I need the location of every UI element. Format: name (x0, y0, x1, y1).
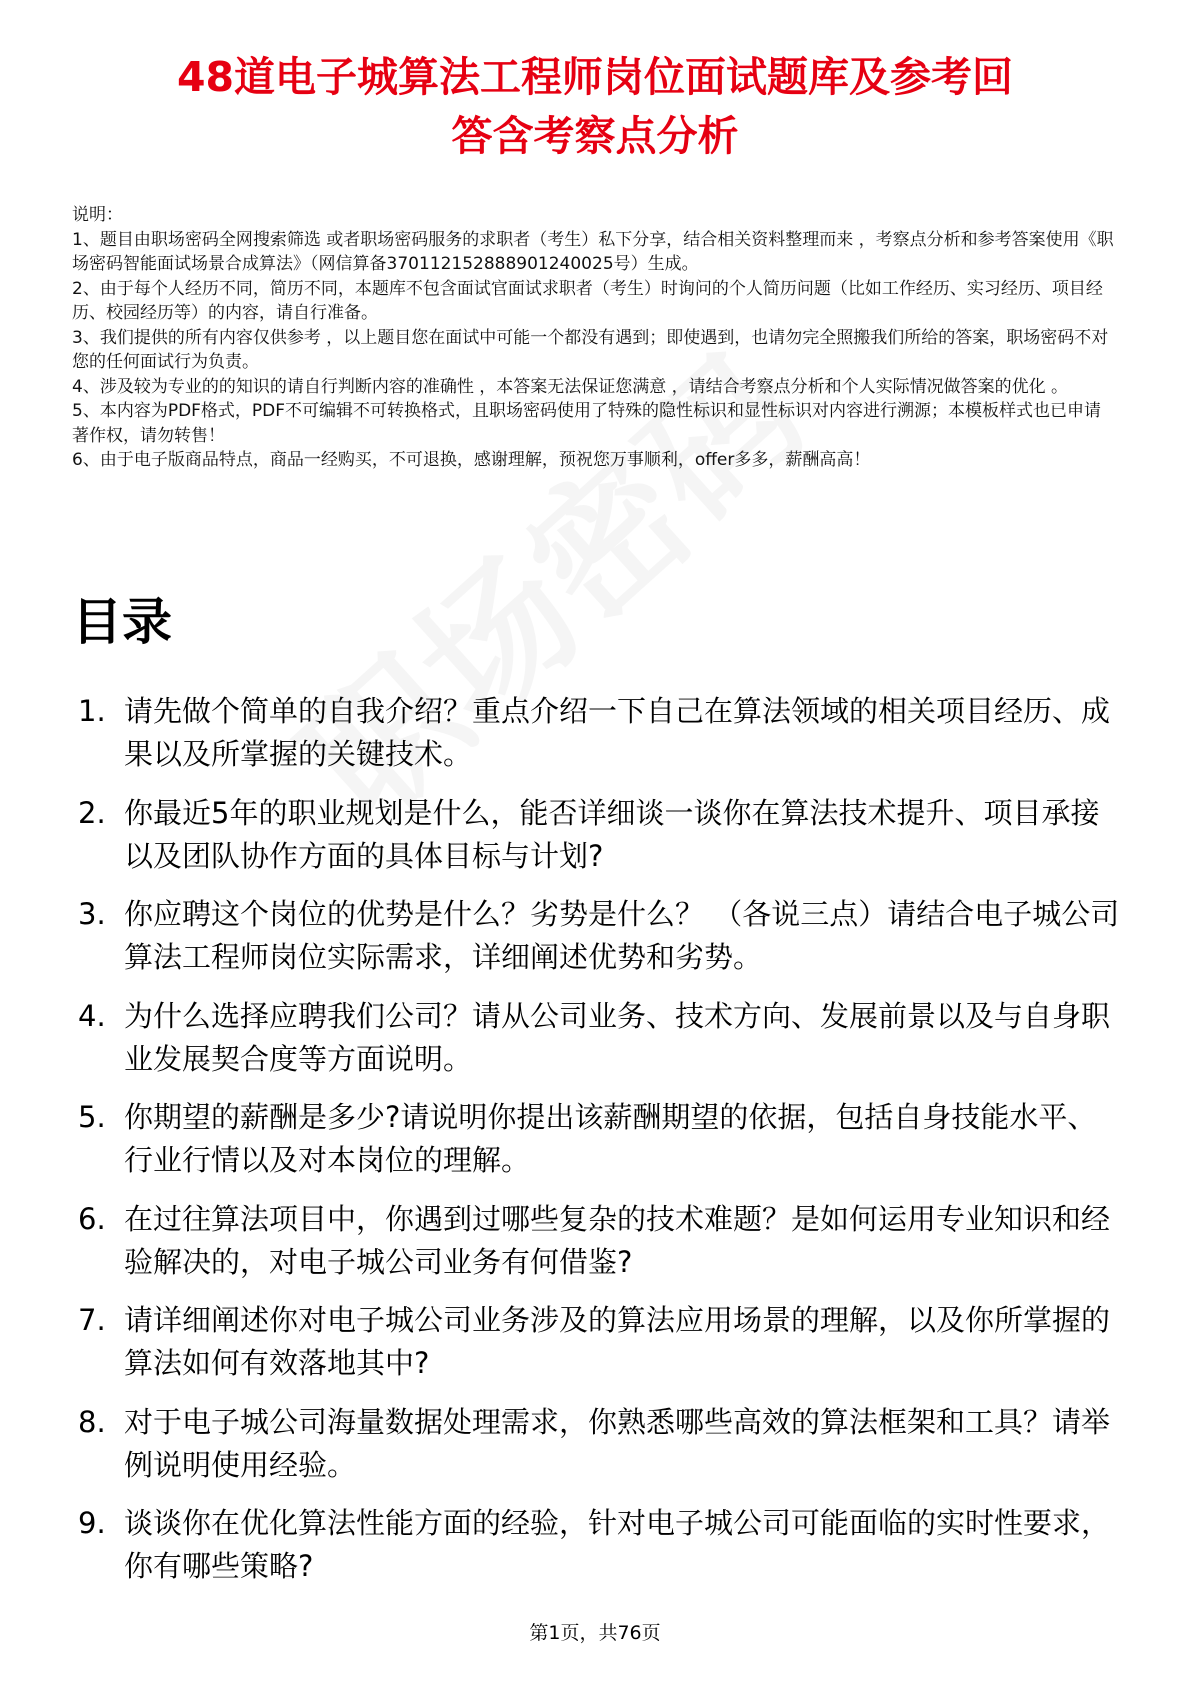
toc-item-number: 1. (78, 694, 106, 728)
note-item: 6、由于电子版商品特点，商品一经购买，不可退换，感谢理解，预祝您万事顺利，offer多多，薪酬高高！ (72, 450, 871, 470)
note-item: 3、我们提供的所有内容仅供参考 ，以上题目您在面试中可能一个都没有遇到；即使遇到，也请勿完全照搬我们所给的答案，职场密码不对您的任何面试行为负责。 (72, 327, 1109, 372)
toc-item-text: 你期望的薪酬是多少?请说明你提出该薪酬期望的依据，包括自身技能水平、行业行情以及对本岗位的理解。 (124, 1100, 1097, 1177)
toc-list (72, 690, 1122, 1604)
toc-item[interactable] (72, 1198, 1122, 1284)
toc-item-text: 请先做个简单的自我介绍？重点介绍一下自己在算法领域的相关项目经历、成果以及所掌握的关键技术。 (124, 694, 1111, 771)
notes-heading: 说明： (72, 205, 123, 225)
document-title (70, 48, 1120, 166)
title-line-1: 48道电子城算法工程师岗位面试题库及参考回 (176, 53, 1014, 101)
toc-item-number: 4. (78, 998, 106, 1033)
toc-item[interactable] (72, 1401, 1122, 1487)
note-item: 1、题目由职场密码全网搜索筛选 或者职场密码服务的求职者（考生）私下分享，结合相关资料整理而来 ，考察点分析和参考答案使用《职场密码智能面试场景合成算法》（网信算备370112152888901240025号）生成。 (72, 229, 1114, 274)
toc-item-number: 8. (78, 1404, 106, 1439)
toc-item-text: 为什么选择应聘我们公司？请从公司业务、技术方向、发展前景以及与自身职业发展契合度等方面说明。 (124, 998, 1111, 1076)
toc-item[interactable] (72, 690, 1122, 776)
toc-item-number: 6. (78, 1201, 106, 1236)
toc-item-number: 2. (78, 795, 106, 830)
toc-item-text: 在过往算法项目中，你遇到过哪些复杂的技术难题？是如何运用专业知识和经验解决的，对电子城公司业务有何借鉴? (124, 1201, 1111, 1279)
note-item: 4、涉及较为专业的的知识的请自行判断内容的准确性 ，本答案无法保证您满意 ，请结合考察点分析和个人实际情况做答案的优化 。 (72, 376, 1069, 397)
toc-item[interactable] (72, 995, 1122, 1081)
toc-item-text: 谈谈你在优化算法性能方面的经验，针对电子城公司可能面临的实时性要求，你有哪些策略? (124, 1506, 1111, 1583)
note-item: 5、本内容为PDF格式，PDF不可编辑不可转换格式，且职场密码使用了特殊的隐性标识和显性标识对内容进行溯源；本模板样式也已申请著作权，请勿转售！ (72, 401, 1102, 446)
toc-item[interactable] (72, 792, 1122, 878)
toc-item-text: 你最近5年的职业规划是什么，能否详细谈一谈你在算法技术提升、项目承接以及团队协作方面的具体目标与计划? (124, 795, 1100, 873)
page-footer: 第1页，共76页 (529, 1622, 661, 1644)
toc-item-number: 7. (78, 1303, 106, 1337)
toc-item-number: 3. (78, 897, 106, 931)
toc-item-text: 你应聘这个岗位的优势是什么？劣势是什么？ （各说三点）请结合电子城公司算法工程师岗位实际需求，详细阐述优势和劣势。 (124, 897, 1120, 974)
toc-item[interactable] (72, 1502, 1122, 1588)
toc-item[interactable] (72, 1096, 1122, 1182)
toc-item-number: 9. (78, 1506, 106, 1540)
toc-item-text: 请详细阐述你对电子城公司业务涉及的算法应用场景的理解，以及你所掌握的算法如何有效落地其中? (124, 1303, 1111, 1380)
toc-item[interactable] (72, 893, 1122, 979)
toc-item-number: 5. (78, 1100, 106, 1134)
notes-section (72, 203, 1118, 473)
toc-heading: 目录 (72, 593, 172, 651)
toc-item[interactable] (72, 1299, 1122, 1385)
toc-item-text: 对于电子城公司海量数据处理需求，你熟悉哪些高效的算法框架和工具？请举例说明使用经验。 (124, 1404, 1111, 1482)
title-line-2: 答含考察点分析 (451, 112, 739, 160)
note-item: 2、由于每个人经历不同，简历不同，本题库不包含面试官面试求职者（考生）时询问的个人简历问题（比如工作经历、实习经历、项目经历、校园经历等）的内容，请自行准备。 (72, 278, 1103, 323)
